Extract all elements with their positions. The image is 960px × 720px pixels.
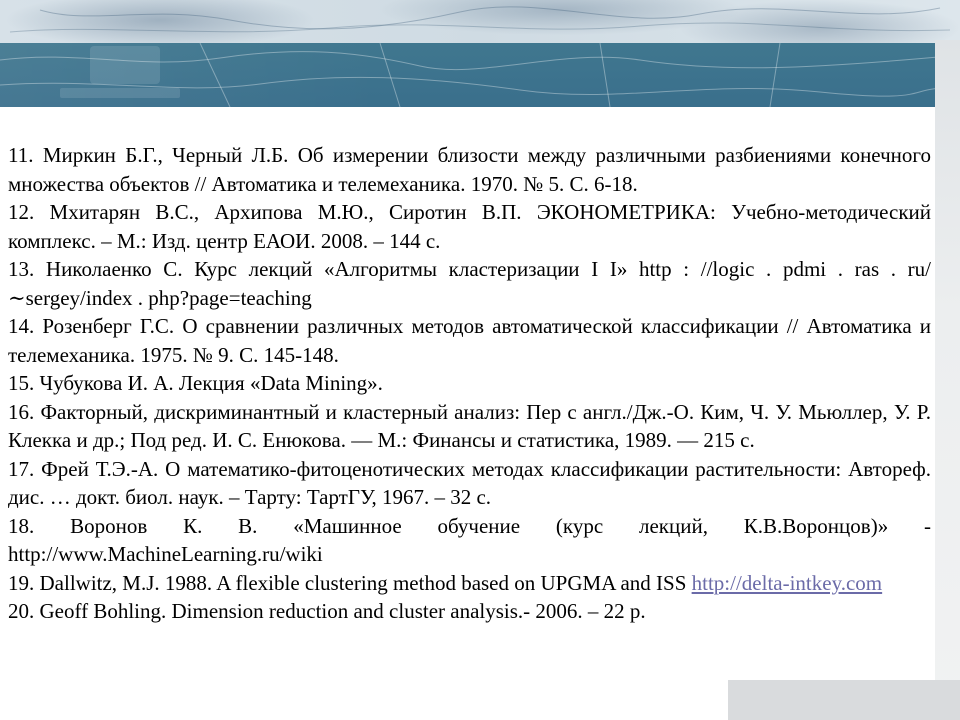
reference-text: Фрей Т.Э.-А. О математико-фитоценотических методах классификации растительности: Автореф. дис. … докт. биол. наук. – Тарту: ТартГУ, 1967. – 32 с.: [8, 456, 932, 509]
right-decorative-strip: [935, 40, 960, 720]
reference-link[interactable]: http://delta-intkey.com: [691, 570, 883, 595]
reference-item: [8, 198, 931, 255]
reference-number: 19.: [8, 570, 35, 595]
header-map-banner: [0, 0, 960, 107]
reference-number: 18.: [8, 513, 35, 538]
reference-text: Чубукова И. А. Лекция «Data Mining».: [39, 371, 383, 395]
reference-number: 14.: [8, 314, 35, 338]
reference-item: [8, 569, 931, 598]
reference-number: 12.: [8, 200, 35, 224]
reference-text: Dallwitz, M.J. 1988. A flexible clustering method based on UPGMA and ISS: [39, 570, 687, 595]
world-map-decoration: [0, 0, 960, 107]
reference-number: 13.: [8, 257, 35, 281]
bottom-decorative-band: [728, 680, 960, 720]
reference-text: Факторный, дискриминантный и кластерный анализ: Пер с англ./Дж.-О. Ким, Ч. У. Мьюллер, У. Р. Клекка и др.; Под ред. И. С. Енюкова. — М.: Финансы и статистика, 1989. — 215 с.: [8, 399, 931, 452]
reference-text: Воронов К. В. «Машинное обучение (курс лекций, К.В.Воронцов)» -http://www.MachineLearning.ru/wiki: [8, 513, 932, 566]
reference-list: [8, 141, 931, 626]
reference-text: Николаенко С. Курс лекций «Алгоритмы кластеризации I I» http : //logic . pdmi . ras . ru/∼sergey/index . php?page=teaching: [8, 257, 932, 310]
reference-number: 17.: [8, 456, 35, 481]
reference-number: 20.: [8, 599, 35, 623]
reference-item: [8, 369, 931, 398]
reference-item: [8, 255, 931, 312]
reference-number: 15.: [8, 371, 35, 395]
reference-text: Миркин Б.Г., Черный Л.Б. Об измерении близости между различными разбиениями конечного множества объектов // Автоматика и телемеханика. 1970. № 5. С. 6-18.: [8, 143, 931, 196]
reference-item: [8, 597, 931, 626]
reference-number: 11.: [8, 143, 34, 167]
reference-text: Мхитарян В.С., Архипова М.Ю., Сиротин В.П. ЭКОНОМЕТРИКА: Учебно-методический комплекс. – М.: Изд. центр ЕАОИ. 2008. – 144 с.: [8, 200, 931, 253]
reference-item: [8, 512, 931, 569]
reference-item: [8, 398, 931, 455]
reference-item: [8, 141, 931, 198]
reference-text: Розенберг Г.С. О сравнении различных методов автоматической классификации // Автоматика и телемеханика. 1975. № 9. С. 145-148.: [8, 314, 932, 367]
reference-number: 16.: [8, 399, 35, 424]
reference-item: [8, 455, 931, 512]
reference-item: [8, 312, 931, 369]
reference-text: Geoff Bohling. Dimension reduction and cluster analysis.- 2006. – 22 p.: [39, 599, 646, 623]
